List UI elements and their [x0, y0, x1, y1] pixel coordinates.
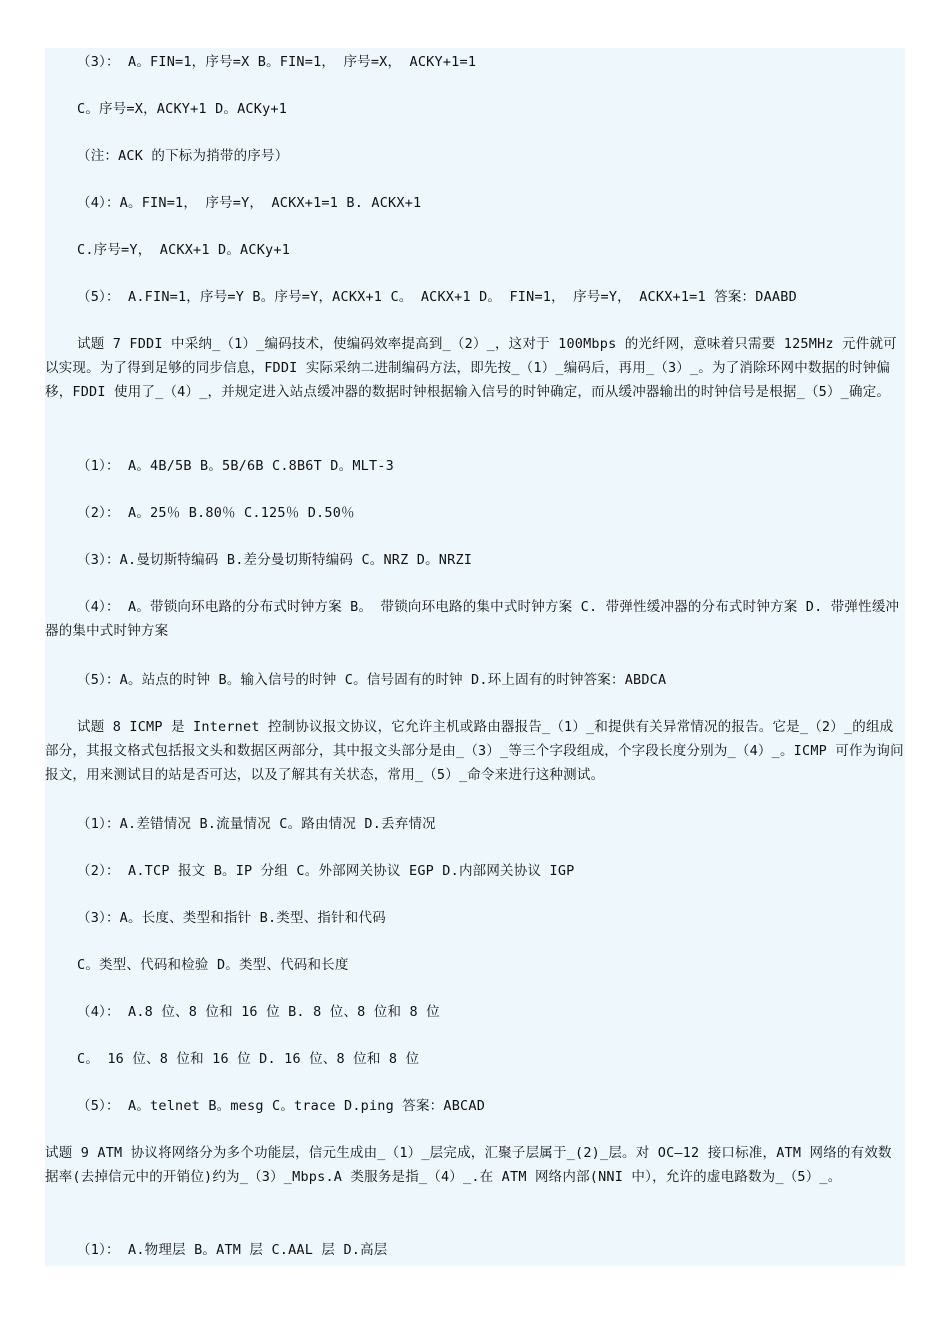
- option-line: C。 16 位、8 位和 16 位 D. 16 位、8 位和 8 位: [77, 1051, 420, 1067]
- note-line: （注：ACK 的下标为捎带的序号）: [77, 148, 289, 164]
- question-8-paragraph: 试题 8 ICMP 是 Internet 控制协议报文协议，它允许主机或路由器报告_（1）_和提供有关异常情况的报告。它是_（2）_的组成部分，其报文格式包括报文头和数据区两部分，其中报文头部分是由_（3）_等三个字段组成，个字段长度分别为_（4）_。ICMP 可作为询问报文，用来测试目的站是否可达，以及了解其有关状态，常用_（5）_命令来进行这种测试。: [45, 719, 904, 783]
- option-line: （1）： A.物理层 B。ATM 层 C.AAL 层 D.高层: [77, 1242, 388, 1258]
- option-line: C.序号=Y， ACKX+1 D。ACKy+1: [77, 242, 291, 258]
- question-9-paragraph: 试题 9 ATM 协议将网络分为多个功能层，信元生成由_（1）_层完成，汇聚子层属于_(2)_层。对 OC—12 接口标准，ATM 网络的有效数据率(去掉信元中的开销位)约为_（3）_Mbps.A 类服务是指_（4）_.在 ATM 网络内部(NNI 中），允许的虚电路数为_（5）_。: [45, 1145, 892, 1185]
- option-line: （2）： A.TCP 报文 B。IP 分组 C。外部网关协议 EGP D.内部网关协议 IGP: [77, 863, 575, 879]
- answer-line: （5）： A.FIN=1，序号=Y B。序号=Y，ACKX+1 C。 ACKX+1 D。 FIN=1， 序号=Y， ACKX+1=1 答案：DAABD: [77, 289, 797, 305]
- option-line: （4）： A.8 位、8 位和 16 位 B. 8 位、8 位和 8 位: [77, 1004, 440, 1020]
- option-line: （1）： A。4B/5B B。5B/6B C.8B6T D。MLT-3: [77, 458, 394, 474]
- option-line: C。序号=X，ACKY+1 D。ACKy+1: [77, 101, 288, 117]
- option-line: C。类型、代码和检验 D。类型、代码和长度: [77, 957, 349, 973]
- question-7-paragraph: 试题 7 FDDI 中采纳_（1）_编码技术，使编码效率提高到_（2）_，这对于 100Mbps 的光纤网，意味着只需要 125MHz 元件就可以实现。为了得到足够的同步信息，FDDI 实际采纳二进制编码方法，即先按_（1）_编码后，再用_（3）_。为了消除环网中数据的时钟偏移，FDDI 使用了_（4）_，并规定进入站点缓冲器的数据时钟根据输入信号的时钟确定，而从缓冲器输出的时钟信号是根据_（5）_确定。: [45, 336, 897, 400]
- option-line: （2）： A。25％ B.80％ C.125％ D.50％: [77, 505, 355, 521]
- document-page: [45, 48, 905, 1266]
- option-line: （1）：A.差错情况 B.流量情况 C。路由情况 D.丢弃情况: [77, 816, 436, 832]
- option-line: （3）：A.曼切斯特编码 B.差分曼切斯特编码 C。NRZ D。NRZI: [77, 552, 473, 568]
- option-line: （4）：A。FIN=1， 序号=Y， ACKX+1=1 B. ACKX+1: [77, 195, 422, 211]
- answer-line: （5）： A。telnet B。mesg C。trace D.ping 答案：ABCAD: [77, 1098, 486, 1114]
- answer-line: （5）：A。站点的时钟 B。输入信号的时钟 C。信号固有的时钟 D.环上固有的时钟答案：ABDCA: [77, 672, 667, 688]
- option-line: （3）： A。FIN=1，序号=X B。FIN=1， 序号=X， ACKY+1=1: [77, 54, 477, 70]
- option-line: （3）：A。长度、类型和指针 B.类型、指针和代码: [77, 910, 386, 926]
- option-line: （4）： A。带锁向环电路的分布式时钟方案 B。 带锁向环电路的集中式时钟方案 C. 带弹性缓冲器的分布式时钟方案 D. 带弹性缓冲器的集中式时钟方案: [45, 599, 900, 639]
